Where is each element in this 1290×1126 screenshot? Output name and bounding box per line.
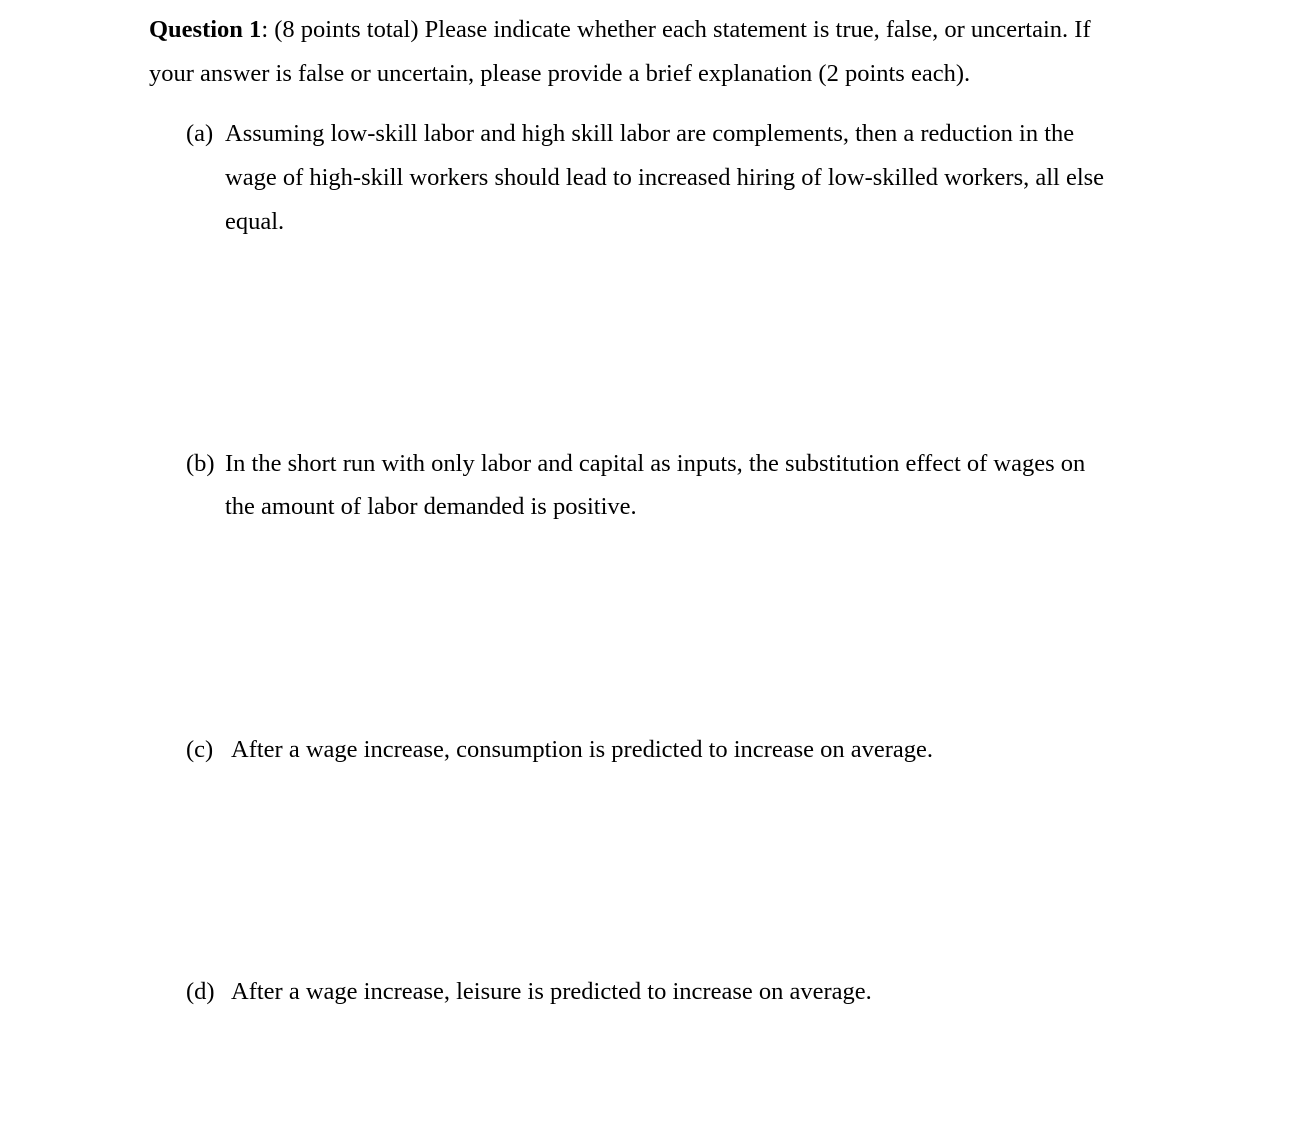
part-a-line-3: equal. [225,208,285,235]
part-b-line-1: In the short run with only labor and capital as inputs, the substitution effect of wages on [225,450,1086,477]
part-a-line-2: wage of high-skill workers should lead to increased hiring of low-skilled workers, all else [225,164,1105,191]
question-intro-line-1 [149,15,1091,45]
part-b-line-2: the amount of labor demanded is positive. [225,493,637,520]
question-intro-text: (8 points total) Please indicate whether each statement is true, false, or uncertain. If [268,16,1091,43]
part-d-line-1: After a wage increase, leisure is predicted to increase on average. [231,978,872,1005]
question-colon: : [261,16,269,43]
question-intro-line-2: your answer is false or uncertain, please provide a brief explanation (2 points each). [149,60,971,87]
part-c-label: (c) [186,736,214,763]
part-a-line-1: Assuming low-skill labor and high skill labor are complements, then a reduction in the [225,120,1075,147]
part-a-label: (a) [186,120,214,147]
question-number: Question 1 [149,16,262,43]
part-b-label: (b) [186,450,215,477]
part-d-label: (d) [186,978,215,1005]
part-c-line-1: After a wage increase, consumption is predicted to increase on average. [231,736,934,763]
